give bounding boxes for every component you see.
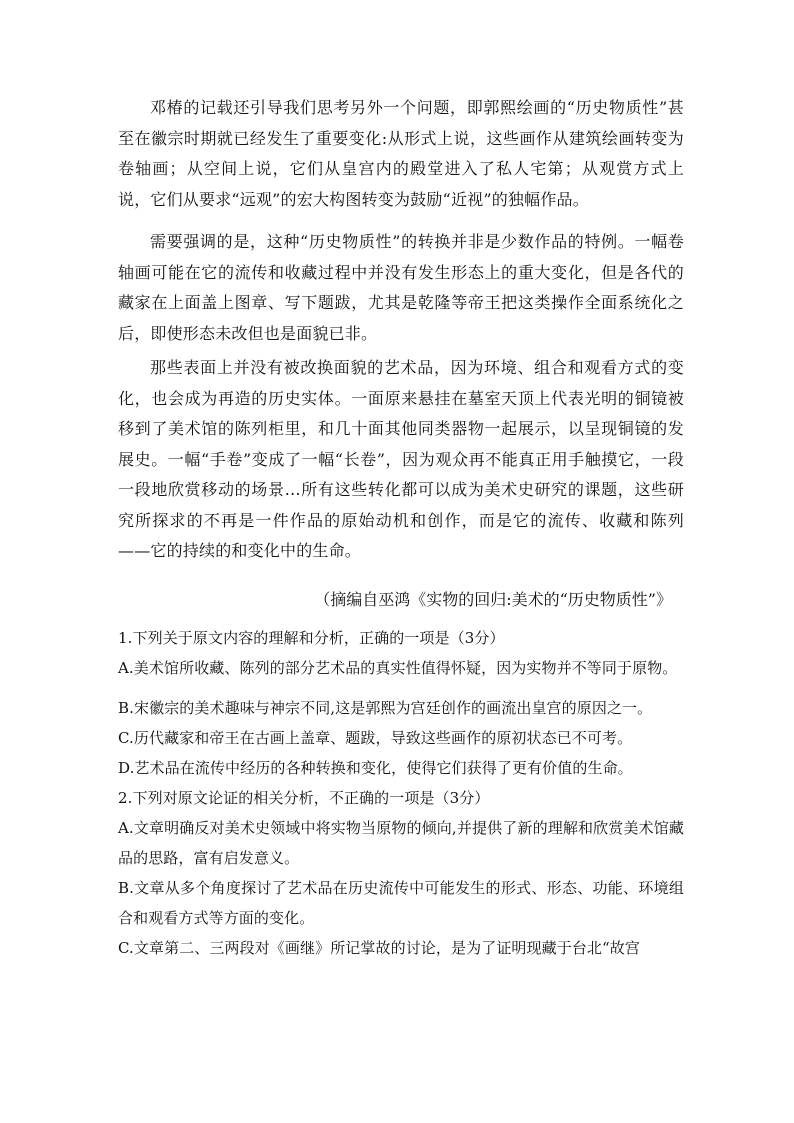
source-citation: （摘编自巫鸿《实物的回归:美术的“历史物质性”》 xyxy=(314,589,672,609)
question-1-option-c: C.历代藏家和帝王在古画上盖章、题跋，导致这些画作的原初状态已不可考。 xyxy=(118,728,633,747)
question-2-option-c: C.文章第二、三两段对《画继》所记掌故的讨论，是为了证明现藏于台北“故宫 xyxy=(118,938,640,957)
document-page xyxy=(118,93,684,963)
paragraph-2: 需要强调的是，这种“历史物质性”的转换并非是少数作品的特例。一幅卷轴画可能在它的流传和收藏过程中并没有发生形态上的重大变化，但是各代的藏家在上面盖上图章、写下题跋，尤其是乾隆等帝王把这类操作全面系统化之后，即使形态未改但也是面貌已非。 xyxy=(118,232,684,343)
question-1-stem: 1.下列关于原文内容的理解和分析，正确的一项是（3分） xyxy=(118,628,505,647)
question-2-option-a: A.文章明确反对美术史领域中将实物当原物的倾向,并提供了新的理解和欣赏美术馆藏品的思路，富有启发意义。 xyxy=(118,818,684,867)
question-1-option-b: B.宋徽宗的美术趣味与神宗不同,这是郭熙为宫廷创作的画流出皇宫的原因之一。 xyxy=(118,698,653,717)
question-2-stem: 2.下列对原文论证的相关分析，不正确的一项是（3分） xyxy=(118,788,490,807)
paragraph-1: 邓椿的记载还引导我们思考另外一个问题，即郭熙绘画的“历史物质性”甚至在徽宗时期就已经发生了重要变化:从形式上说，这些画作从建筑绘画转变为卷轴画；从空间上说，它们从皇宫内的殿堂进入了私人宅第；从观赏方式上说，它们从要求“远观”的宏大构图转变为鼓励“近视”的独幅作品。 xyxy=(118,98,684,209)
questions-section xyxy=(118,623,684,963)
question-1-option-d: D.艺术品在流传中经历的各种转换和变化，使得它们获得了更有价值的生命。 xyxy=(118,758,633,777)
question-2-option-b: B.文章从多个角度探讨了艺术品在历史流传中可能发生的形式、形态、功能、环境组合和观看方式等方面的变化。 xyxy=(118,878,684,927)
paragraph-3: 那些表面上并没有被改换面貌的艺术品，因为环境、组合和观看方式的变化，也会成为再造的历史实体。一面原来悬挂在墓室天顶上代表光明的铜镜被移到了美术馆的陈列柜里，和几十面其他同类器物一起展示，以呈现铜镜的发展史。一幅“手卷”变成了一幅“长卷”，因为观众再不能真正用手触摸它，一段一段地欣赏移动的场景…所有这些转化都可以成为美术史研究的课题，这些研究所探求的不再是一件作品的原始动机和创作，而是它的流传、收藏和陈列——它的持续的和变化中的生命。 xyxy=(118,358,684,560)
question-1-option-a: A.美术馆所收藏、陈列的部分艺术品的真实性值得怀疑，因为实物并不等同于原物。 xyxy=(118,658,678,677)
